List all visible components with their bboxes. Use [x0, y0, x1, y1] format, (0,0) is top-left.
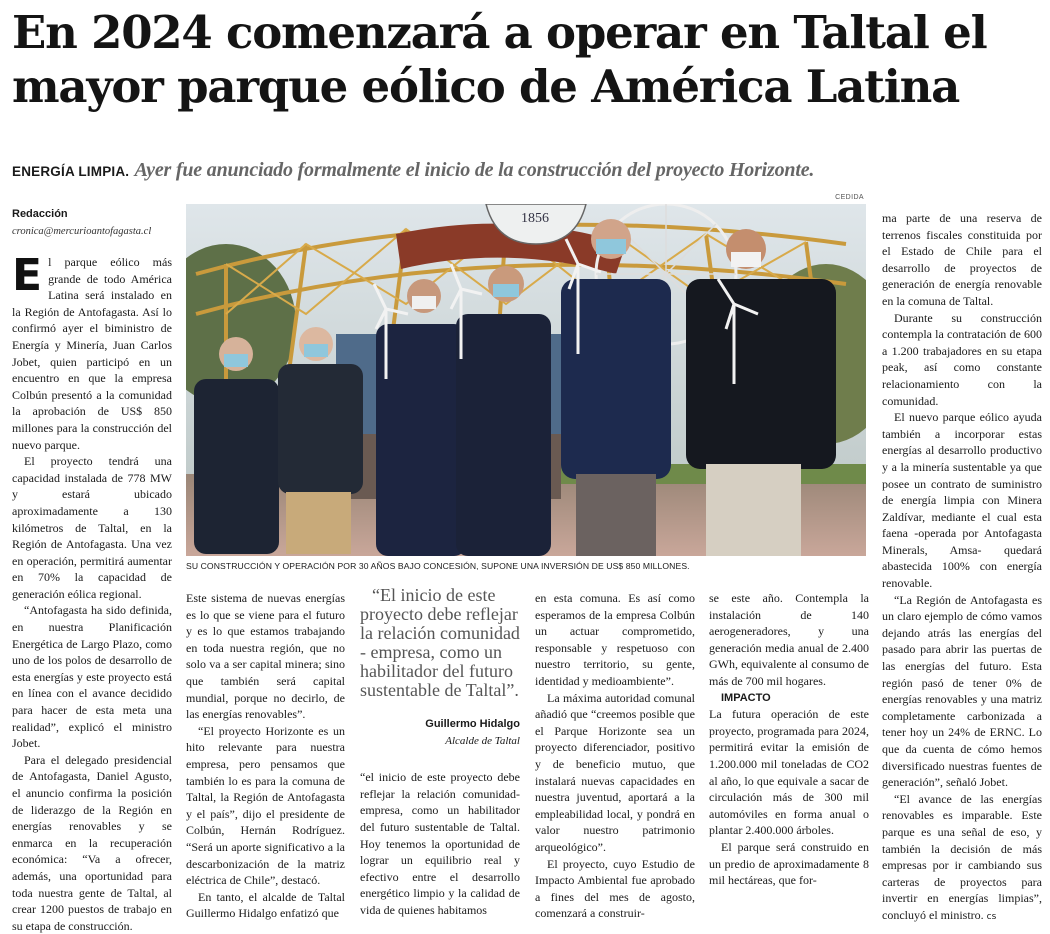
photo-credit: CEDIDA — [835, 194, 864, 201]
quote-attribution-name: Guillermo Hidalgo — [425, 718, 520, 730]
column-2 — [186, 590, 345, 922]
subhead: IMPACTO — [721, 691, 771, 704]
paragraph: El parque será construido en un predio de aproximadamente 8 mil hectáreas, que for- — [709, 839, 869, 888]
column-4 — [535, 590, 695, 922]
pull-quote: “El inicio de este proyecto debe reflejar la relación comunidad - empresa, como un habilitador del futuro sustentable de Taltal”. — [360, 585, 520, 700]
paragraph: El proyecto, cuyo Estudio de Impacto Ambiental fue aprobado a fines del mes de agosto, comenzará a construir- — [535, 856, 695, 921]
paragraph: ma parte de una reserva de terrenos fiscales constituida por el Estado de Chile para el desarrollo de proyectos de generación de energía renovable en la comuna de Taltal. — [882, 211, 1042, 308]
drop-cap: E — [12, 250, 43, 301]
paragraph: Durante su construcción contempla la contratación de 600 a 1.200 trabajadores en su etapa peak, así como constante relacionamiento con la comunidad. — [882, 310, 1042, 408]
paragraph: El proyecto tendrá una capacidad instalada de 778 MW y estará ubicado aproximadamente a 130 kilómetros de Taltal, en la Región de Antofagasta. Una vez en operación, permitirá aumentar en 70% la capacidad de generación eólica regional. — [12, 454, 172, 601]
paragraph: La futura operación de este proyecto, programada para 2024, permitirá evitar la emisión de 1.200.000 mil toneladas de CO2 al año, lo que equivale a sacar de circulación más de 300 mil automóviles en forma anual o plantar 2.400.000 árboles. — [709, 707, 869, 838]
sign-number: 1856 — [521, 211, 549, 226]
paragraph: “el inicio de este proyecto debe reflejar la relación comunidad-empresa, como un habilitador del futuro sustentable de Taltal. Hoy tenemos la oportunidad de lograr un equilibrio real y efectivo entre el desarrollo energético limpio y la calidad de vida de quienes habitamos — [360, 770, 520, 917]
paragraph: Este sistema de nuevas energías es lo que se viene para el futuro y es lo que estamos trabajando en toda nuestra región, que no solo va a ser capital minera; sino que también será capital mundial, porque no decirlo, de las energías renovables”. — [186, 591, 345, 722]
end-mark-icon: cs — [986, 911, 997, 922]
column-3 — [360, 586, 520, 919]
deck: Ayer fue anunciado formalmente el inicio de la construcción del proyecto Horizonte. — [134, 159, 815, 181]
paragraph: “La Región de Antofagasta es un claro ejemplo de cómo vamos dejando atrás las energías del pasado para abrir las puertas de las energías del futuro. Esta región pasó de tener 0% de energías renovables y una matriz completamente carbonizada a tener hoy un 24% de ERNC. Lo que da cuenta de cómo hemos diversificado nuestras fuentes de generación”, señaló Jobet. — [882, 592, 1042, 790]
headline: En 2024 comenzará a operar en Taltal el mayor parque eólico de América Latina — [12, 6, 987, 113]
kicker-line — [12, 156, 1042, 185]
byline-name: Redacción — [12, 208, 68, 220]
paragraph: en esta comuna. Es así como esperamos de la empresa Colbún un actuar comprometido, responsable y respetuoso con nuestro territorio, su gente, identidad y medioambiente”. — [535, 591, 695, 688]
paragraph: se este año. Contempla la instalación de 140 aerogeneradores, y una generación media anual de 2.400 GWh, equivalente al consumo de más de 700 mil hogares. — [709, 591, 869, 688]
paragraph: El nuevo parque eólico ayuda también a incorporar estas energías al desarrollo productivo y a la minería sustentable ya que posee un contrato de suministro de energía limpia con Minera Zaldívar, mediante el cual esta faena -operada por Antofagasta Minerals, Amsa- quedará abastecida 100% con energía renovable. — [882, 410, 1042, 591]
photo-illustration — [186, 204, 866, 556]
column-5 — [709, 590, 869, 889]
paragraph — [882, 791, 1042, 926]
paragraph-text: “El avance de las energías renovables es imparable. Este parque es una señal de eso, y también la decisión de más empresas por ir cambiando sus carteras de proyectos para invertir en energías limpias”, concluyó el ministro. — [882, 791, 1042, 922]
paragraph: “El proyecto Horizonte es un hito relevante para nuestra empresa, pero pensamos que también lo es para la comuna de Taltal, la Región de Antofagasta y el país”, dijo el presidente de Colbún, Hernán Rodríguez. “Será un aporte significativo a la descarbonización de la matriz eléctrica de Chile”, destacó. — [186, 723, 345, 888]
photo-caption: SU CONSTRUCCIÓN Y OPERACIÓN POR 30 AÑOS BAJO CONCESIÓN, SUPONE UNA INVERSIÓN DE US$ 850 MILLONES. — [186, 561, 690, 571]
column-6 — [882, 210, 1042, 926]
paragraph: En tanto, el alcalde de Taltal Guillermo Hidalgo enfatizó que — [186, 889, 345, 921]
paragraph: Para el delegado presidencial de Antofagasta, Daniel Agusto, el anuncio confirma la posición de liderazgo de la Región en energías renovables y se enmarca en la recuperación económica: “Va a ofrecer, además, una oportunidad para toda nuestra gente de Taltal, al crear 1200 puestos de trabajo en su etapa de construcción. — [12, 752, 172, 933]
column-1 — [12, 250, 172, 934]
kicker: ENERGÍA LIMPIA. — [12, 164, 130, 179]
paragraph-text: l parque eólico más grande de todo América Latina será instalado en la Región de Antofagasta. Así lo confirmó ayer el biministro de Energía y Minería, Juan Carlos Jobet, quien participó en un encuentro en que la empresa Colbún presentó a la comunidad la aprobación de US$ 850 millones para la construcción del nuevo parque. — [12, 255, 172, 452]
paragraph: La máxima autoridad comunal añadió que “creemos posible que el Parque Horizonte sea un proyecto diferenciador, positivo y de beneficio mutuo, que instalará nuevas capacidades en nuestra juventud, aportará a la empleabilidad local, y pondrá en valor nuestro patrimonio arqueológico”. — [535, 690, 695, 854]
news-photo — [186, 204, 866, 556]
byline-email: cronica@mercurioantofagasta.cl — [12, 226, 152, 237]
paragraph: “Antofagasta ha sido definida, en nuestra Planificación Energética de Largo Plazo, como uno de los polos de desarrollo de esta energías y este proyecto está en línea con el avance decidido para hacer de esta meta una realidad”, explicó el ministro Jobet. — [12, 603, 172, 751]
quote-attribution-role: Alcalde de Taltal — [445, 734, 520, 747]
paragraph — [12, 250, 172, 453]
